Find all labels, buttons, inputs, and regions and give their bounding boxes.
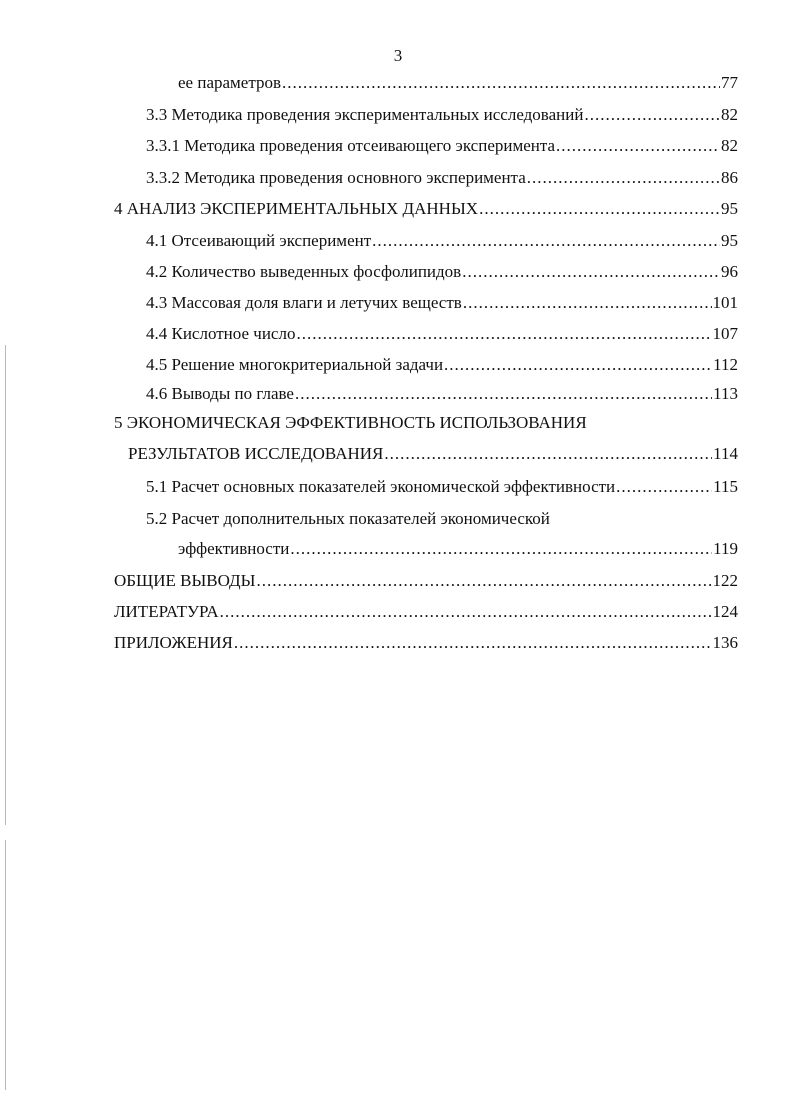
toc-entry-page: 82 xyxy=(721,105,738,124)
toc-entry-4-4 xyxy=(146,323,738,345)
toc-entry-title: ее параметров xyxy=(178,73,281,92)
dot-leader xyxy=(556,135,720,157)
toc-entry-title: 4.6 Выводы по главе xyxy=(146,384,294,403)
toc-entry-chapter-5-line1: 5 ЭКОНОМИЧЕСКАЯ ЭФФЕКТИВНОСТЬ ИСПОЛЬЗОВАНИЯ xyxy=(114,413,587,432)
dot-leader xyxy=(616,476,712,498)
toc-entry-4-1 xyxy=(146,230,738,252)
toc-entry-page: 95 xyxy=(721,231,738,250)
toc-entry-page: 86 xyxy=(721,168,738,187)
toc-entry-title: 3.3.1 Методика проведения отсеивающего эксперимента xyxy=(146,136,556,155)
toc-entry-page: 95 xyxy=(721,199,738,218)
dot-leader xyxy=(234,632,712,654)
dot-leader xyxy=(462,261,720,283)
toc-entry-page: 122 xyxy=(712,571,738,590)
dot-leader xyxy=(296,323,711,345)
dot-leader xyxy=(220,601,712,623)
toc-entry-chapter-4 xyxy=(114,198,738,220)
toc-entry-4-5 xyxy=(146,354,738,376)
toc-entry-title: 3.3 Методика проведения экспериментальных исследований xyxy=(146,105,584,124)
toc-entry-4-3 xyxy=(146,292,738,314)
toc-entry-page: 77 xyxy=(721,73,738,92)
toc-entry-chapter-5 xyxy=(128,443,738,465)
dot-leader xyxy=(479,198,720,220)
page-number: 3 xyxy=(393,46,403,65)
toc-entry-literature xyxy=(114,601,738,623)
toc-entry-5-2 xyxy=(178,538,738,560)
toc-entry-3-3-2 xyxy=(146,167,738,189)
toc-entry-page: 115 xyxy=(713,477,738,496)
toc-entry-page: 119 xyxy=(713,539,738,558)
toc-entry-title: 4.2 Количество выведенных фосфолипидов xyxy=(146,262,462,281)
toc-entry-page: 96 xyxy=(721,262,738,281)
toc-entry-page: 82 xyxy=(721,136,738,155)
toc-entry-title: эффективности xyxy=(178,539,290,558)
dot-leader xyxy=(584,104,720,126)
dot-leader xyxy=(444,354,712,376)
toc-entry-page: 124 xyxy=(712,602,738,621)
toc-entry-title: ПРИЛОЖЕНИЯ xyxy=(114,633,233,652)
toc-entry-title: 5.1 Расчет основных показателей экономической эффективности xyxy=(146,477,616,496)
toc-entry-appendices xyxy=(114,632,738,654)
dot-leader xyxy=(295,383,712,405)
dot-leader xyxy=(527,167,720,189)
dot-leader xyxy=(256,570,711,592)
toc-entry-title: 4 АНАЛИЗ ЭКСПЕРИМЕНТАЛЬНЫХ ДАННЫХ xyxy=(114,199,479,218)
toc-entry-5-1 xyxy=(146,476,738,498)
toc-entry-title: ЛИТЕРАТУРА xyxy=(114,602,219,621)
toc-entry-conclusions xyxy=(114,570,738,592)
toc-entry-4-2 xyxy=(146,261,738,283)
dot-leader xyxy=(372,230,720,252)
toc-entry-page: 114 xyxy=(713,444,738,463)
toc-entry-3-3-1 xyxy=(146,135,738,157)
toc-entry-page: 136 xyxy=(712,633,738,652)
toc-entry-title: ОБЩИЕ ВЫВОДЫ xyxy=(114,571,256,590)
toc-entry-title: 3.3.2 Методика проведения основного эксперимента xyxy=(146,168,526,187)
toc-entry-page: 107 xyxy=(712,324,738,343)
toc-entry-title: 4.1 Отсеивающий эксперимент xyxy=(146,231,372,250)
dot-leader xyxy=(290,538,712,560)
dot-leader xyxy=(282,72,720,94)
toc-entry-page: 101 xyxy=(712,293,738,312)
toc-entry-title: РЕЗУЛЬТАТОВ ИССЛЕДОВАНИЯ xyxy=(128,444,384,463)
dot-leader xyxy=(384,443,712,465)
toc-entry-title: 4.4 Кислотное число xyxy=(146,324,296,343)
toc-entry-title: 4.5 Решение многокритериальной задачи xyxy=(146,355,444,374)
toc-entry-page: 113 xyxy=(713,384,738,403)
toc-entry-title: 4.3 Массовая доля влаги и летучих веществ xyxy=(146,293,462,312)
toc-entry-4-6 xyxy=(146,383,738,405)
toc-entry-5-2-line1: 5.2 Расчет дополнительных показателей экономической xyxy=(146,509,550,528)
dot-leader xyxy=(463,292,712,314)
toc-entry-page: 112 xyxy=(713,355,738,374)
toc-entry-3-3 xyxy=(146,104,738,126)
toc-entry-params xyxy=(178,72,738,94)
